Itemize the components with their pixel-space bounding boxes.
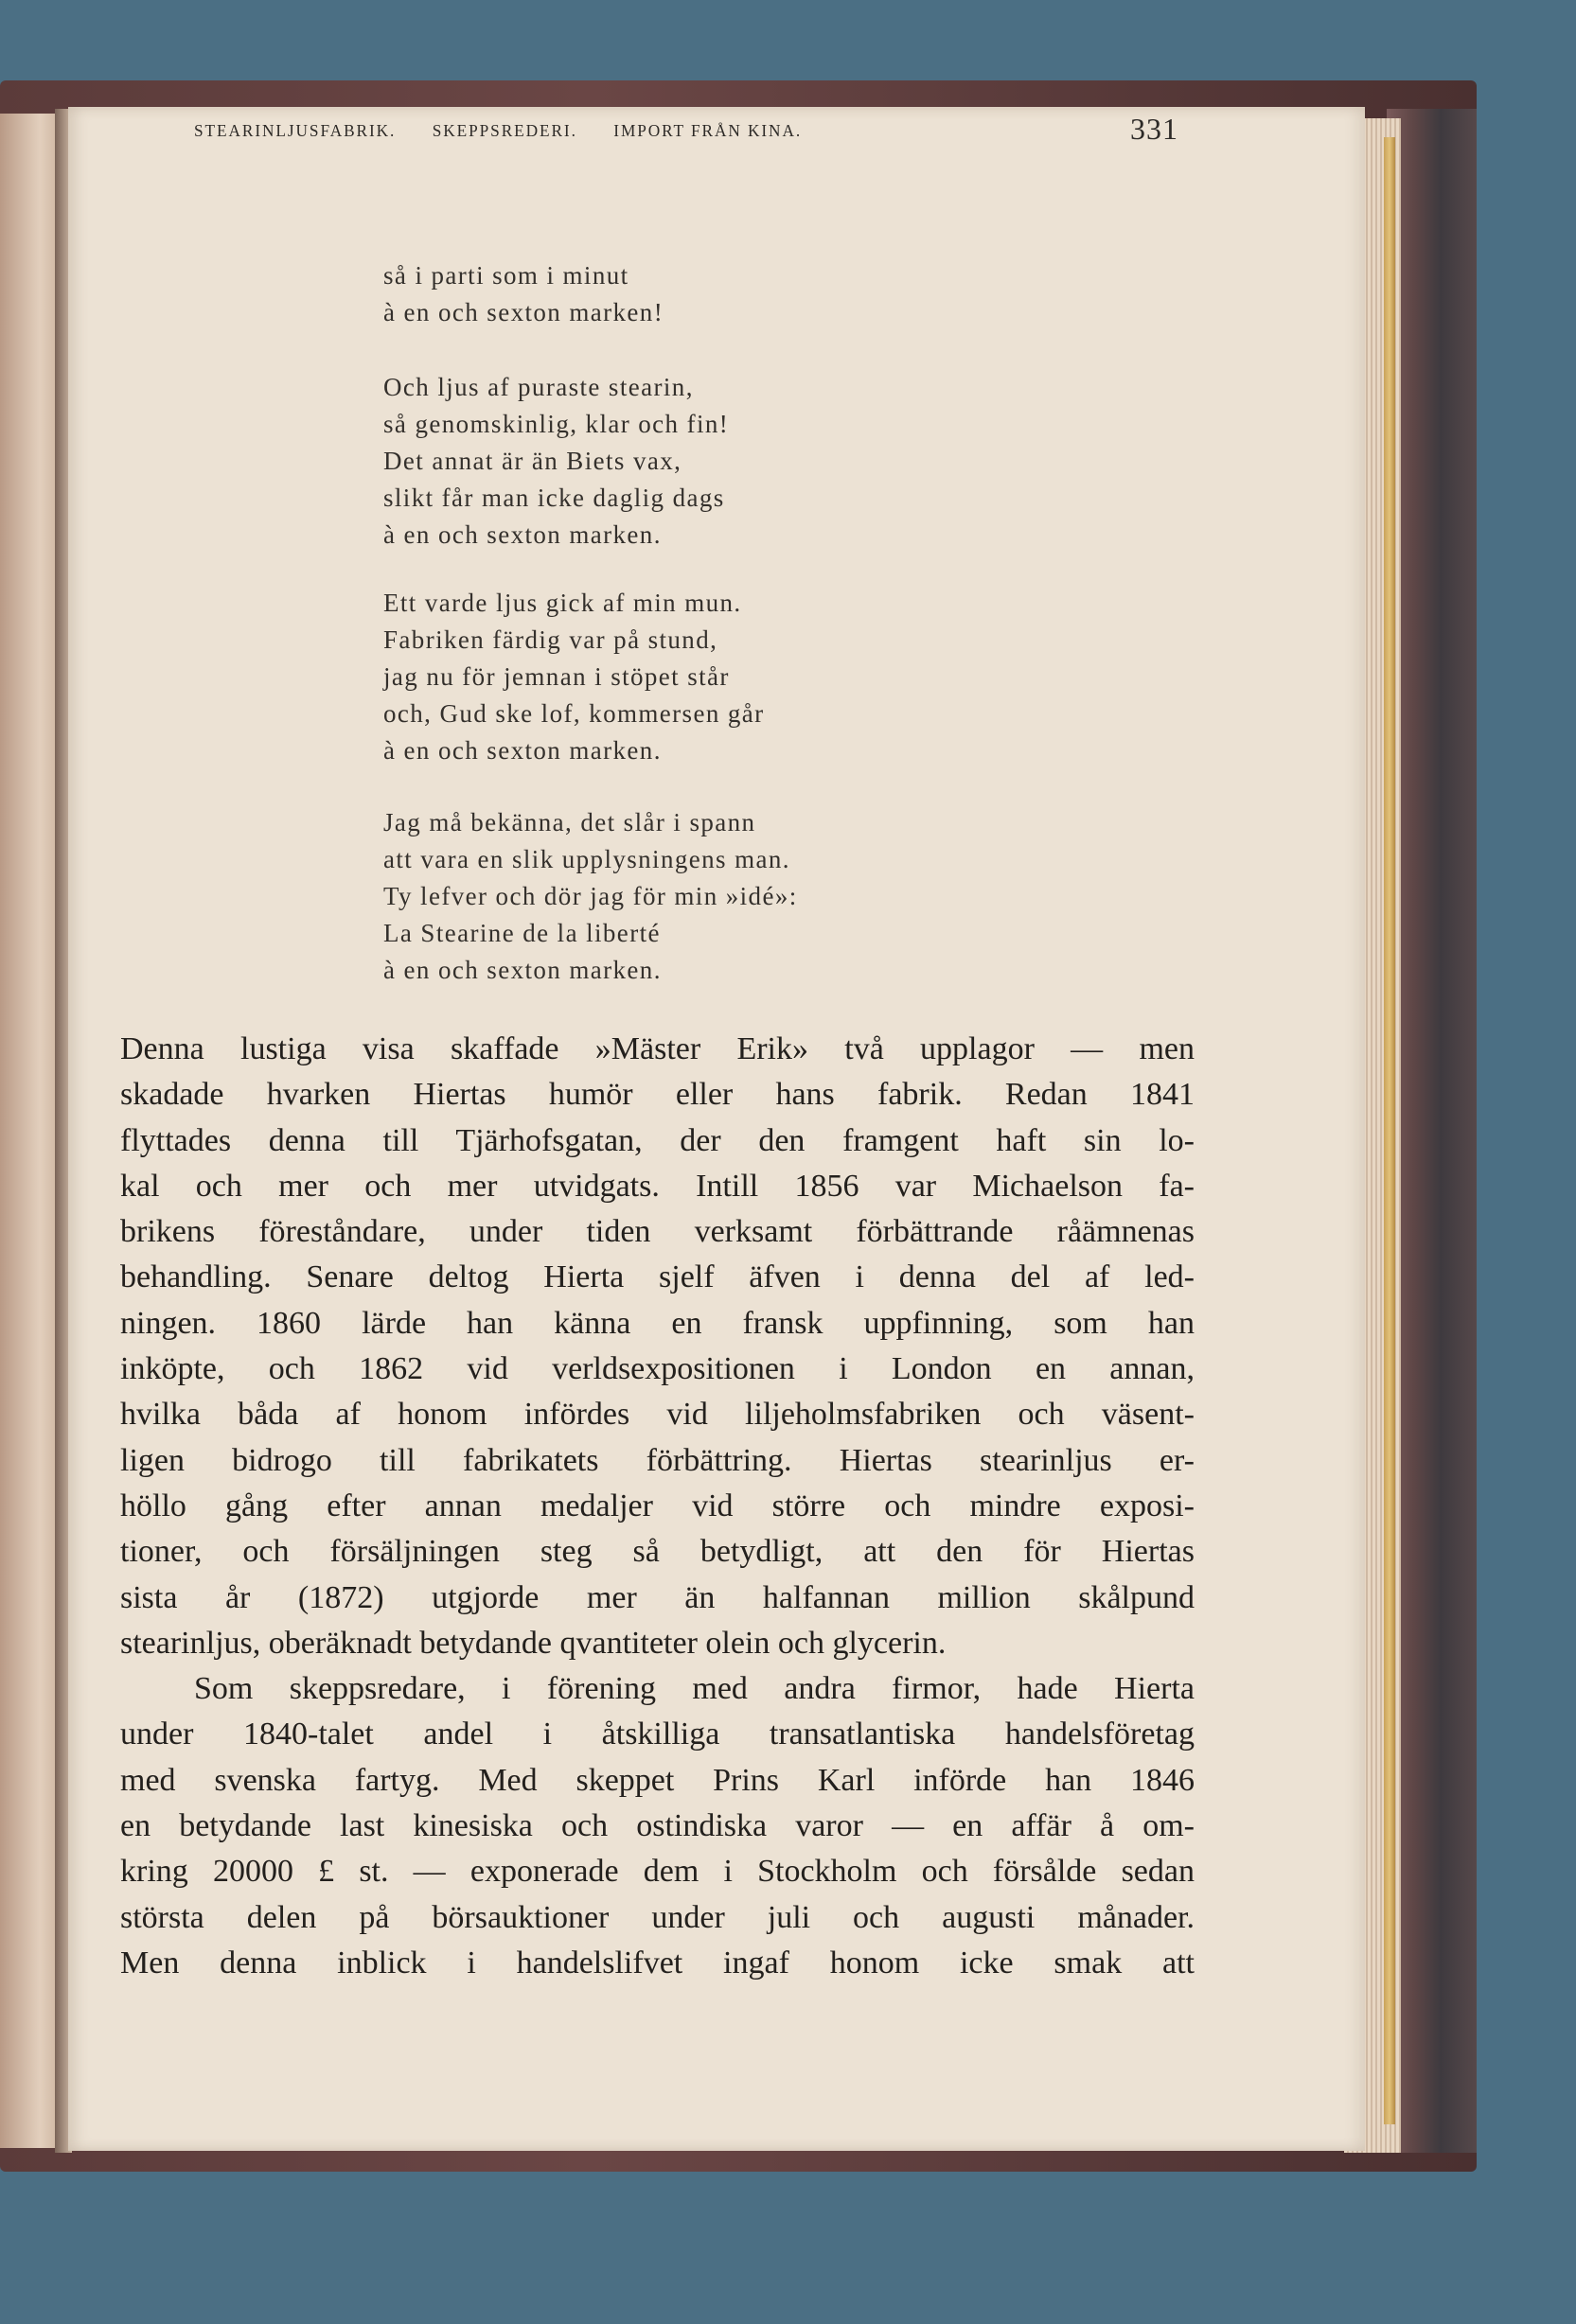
text-line: höllo gång efter annan medaljer vid större och mindre exposi- bbox=[120, 1488, 1195, 1523]
running-header bbox=[194, 112, 1178, 153]
text-line: skadade hvarken Hiertas humör eller hans fabrik. Redan 1841 bbox=[120, 1077, 1195, 1113]
text-line: Som skeppsredare, i förening med andra firmor, hade Hierta bbox=[194, 1671, 1195, 1707]
verse-line: och, Gud ske lof, kommersen går bbox=[383, 699, 765, 728]
text-line: flyttades denna till Tjärhofsgatan, der den framgent haft sin lo- bbox=[120, 1122, 1195, 1158]
verse-stanza bbox=[383, 585, 765, 769]
text-line: ligen bidrogo till fabrikatets förbättring. Hiertas stearinljus er- bbox=[120, 1442, 1195, 1478]
text-line: sista år (1872) utgjorde mer än halfannan million skålpund bbox=[120, 1579, 1195, 1615]
text-line: kring 20000 £ st. — exponerade dem i Stockholm och försålde sedan bbox=[120, 1854, 1195, 1890]
verse-line: så i parti som i minut bbox=[383, 261, 629, 290]
text-line: behandling. Senare deltog Hierta sjelf äfven i denna del af led- bbox=[120, 1259, 1195, 1295]
running-head-part: SKEPPSREDERI. bbox=[432, 121, 577, 140]
verse-stanza bbox=[383, 369, 729, 554]
running-head-part: IMPORT FRÅN KINA. bbox=[613, 121, 803, 140]
verse-line: Och ljus af puraste stearin, bbox=[383, 373, 694, 401]
verse-line: Fabriken färdig var på stund, bbox=[383, 625, 718, 654]
text-line: inköpte, och 1862 vid verldsexpositionen i London en annan, bbox=[120, 1351, 1195, 1387]
verse-line: jag nu för jemnan i stöpet står bbox=[383, 662, 730, 691]
verse-line: Det annat är än Biets vax, bbox=[383, 447, 682, 475]
text-line: största delen på börsauktioner under juli och augusti månader. bbox=[120, 1899, 1195, 1935]
text-line: under 1840-talet andel i åtskilliga transatlantiska handelsföretag bbox=[120, 1717, 1195, 1752]
running-head bbox=[194, 121, 802, 141]
text-line: med svenska fartyg. Med skeppet Prins Karl införde han 1846 bbox=[120, 1762, 1195, 1798]
text-line: tioner, och försäljningen steg så betydligt, att den för Hiertas bbox=[120, 1534, 1195, 1570]
verse-line: att vara en slik upplysningens man. bbox=[383, 845, 790, 873]
verse-line: så genomskinlig, klar och fin! bbox=[383, 410, 730, 438]
verse-line: à en och sexton marken. bbox=[383, 520, 662, 549]
verse-line: à en och sexton marken! bbox=[383, 298, 664, 326]
verse-stanza bbox=[383, 257, 664, 331]
running-head-part: STEARINLJUSFABRIK. bbox=[194, 121, 397, 140]
verse-line: à en och sexton marken. bbox=[383, 956, 662, 984]
text-line: Men denna inblick i handelslifvet ingaf honom icke smak att bbox=[120, 1945, 1195, 1981]
text-line: stearinljus, oberäknadt betydande qvantiteter olein och glycerin. bbox=[120, 1625, 947, 1661]
verse-line: slikt får man icke daglig dags bbox=[383, 484, 725, 512]
text-line: kal och mer och mer utvidgats. Intill 1856 var Michaelson fa- bbox=[120, 1168, 1195, 1204]
verse-line: à en och sexton marken. bbox=[383, 736, 662, 765]
page-number: 331 bbox=[1130, 112, 1178, 146]
text-line: Denna lustiga visa skaffade »Mäster Erik» två upplagor — men bbox=[120, 1031, 1195, 1066]
verse-line: La Stearine de la liberté bbox=[383, 919, 661, 947]
verse-line: Jag må bekänna, det slår i spann bbox=[383, 808, 756, 836]
verse-line: Ty lefver och dör jag för min »idé»: bbox=[383, 882, 798, 910]
body-text bbox=[120, 1027, 1195, 1986]
text-line: ningen. 1860 lärde han känna en fransk uppfinning, som han bbox=[120, 1305, 1195, 1341]
text-line: brikens föreståndare, under tiden verksamt förbättrande råämnenas bbox=[120, 1214, 1195, 1250]
verse-stanza bbox=[383, 804, 798, 989]
gilt-edge bbox=[1384, 137, 1395, 2124]
text-line: en betydande last kinesiska och ostindiska varor — en affär å om- bbox=[120, 1808, 1195, 1844]
verse-line: Ett varde ljus gick af min mun. bbox=[383, 589, 742, 617]
text-line: hvilka båda af honom infördes vid liljeholmsfabriken och väsent- bbox=[120, 1397, 1195, 1433]
